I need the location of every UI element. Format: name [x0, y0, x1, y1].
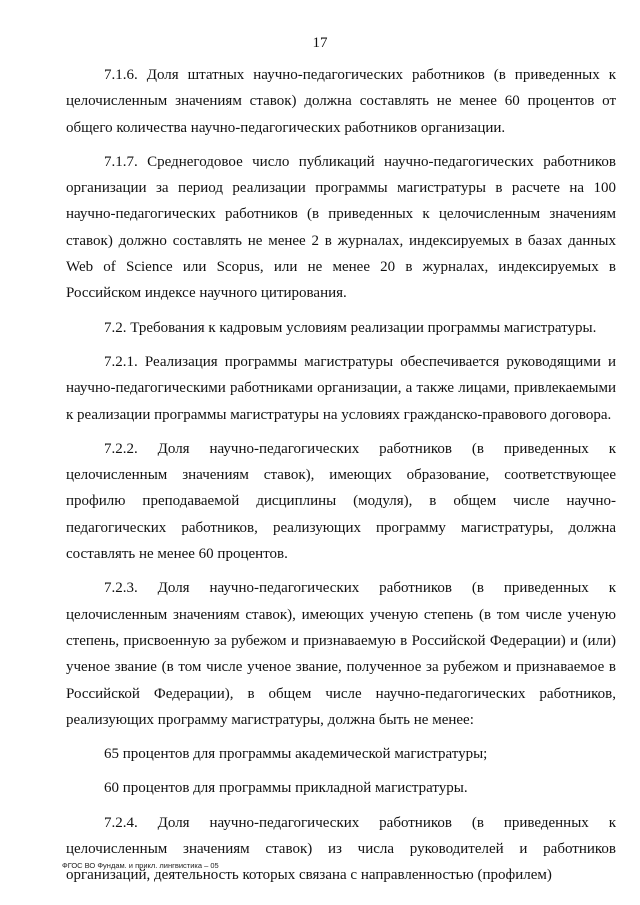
paragraph-7-1-7: 7.1.7. Среднегодовое число публикаций научно-педагогических работников организации за период реализации программы магистратуры в расчете на 100 научно-педагогических работников (в приведенных к целочисленным значениям ставок) должно составлять не менее 2 в журналах, индексируемых в базах данных Web of Science или Scopus, или не менее 20 в журналах, индексируемых в Российском индексе научного цитирования.: [66, 153, 616, 302]
footer-document-code: ФГОС ВО Фундам. и прикл. лингвистика – 05: [62, 861, 219, 870]
document-body: [66, 62, 616, 889]
paragraph-applied-masters: 60 процентов для программы прикладной магистратуры.: [104, 780, 468, 797]
paragraph-7-2-4: 7.2.4. Доля научно-педагогических работников (в приведенных к целочисленным значениям ставок) из числа руководителей и работников организаций, деятельность которых связана с направленностью (профилем): [66, 814, 616, 884]
paragraph-academic-masters: 65 процентов для программы академической магистратуры;: [104, 746, 488, 763]
paragraph-7-1-6: 7.1.6. Доля штатных научно-педагогических работников (в приведенных к целочисленным значениям ставок) должна составлять не менее 60 процентов от общего количества научно-педагогических работников организации.: [66, 67, 616, 136]
paragraph-7-2-2: 7.2.2. Доля научно-педагогических работников (в приведенных к целочисленным значениям ставок), имеющих образование, соответствующее профилю преподаваемой дисциплины (модуля), в общем числе научно-педагогических работников, реализующих программу магистратуры, должна составлять не менее 60 процентов.: [66, 440, 616, 563]
paragraph-7-2-1: 7.2.1. Реализация программы магистратуры обеспечивается руководящими и научно-педагогическими работниками организации, а также лицами, привлекаемыми к реализации программы магистратуры на условиях гражданско-правового договора.: [66, 353, 616, 423]
paragraph-7-2-3: 7.2.3. Доля научно-педагогических работников (в приведенных к целочисленным значениям ставок), имеющих ученую степень (в том числе ученую степень, присвоенную за рубежом и признаваемую в Российской Федерации) и (или) ученое звание (в том числе ученое звание, полученное за рубежом и признаваемое в Российской Федерации), в общем числе научно-педагогических работников, реализующих программу магистратуры, должна быть не менее:: [66, 580, 616, 728]
paragraph-7-2: 7.2. Требования к кадровым условиям реализации программы магистратуры.: [104, 319, 597, 336]
page-number: 17: [312, 35, 328, 51]
